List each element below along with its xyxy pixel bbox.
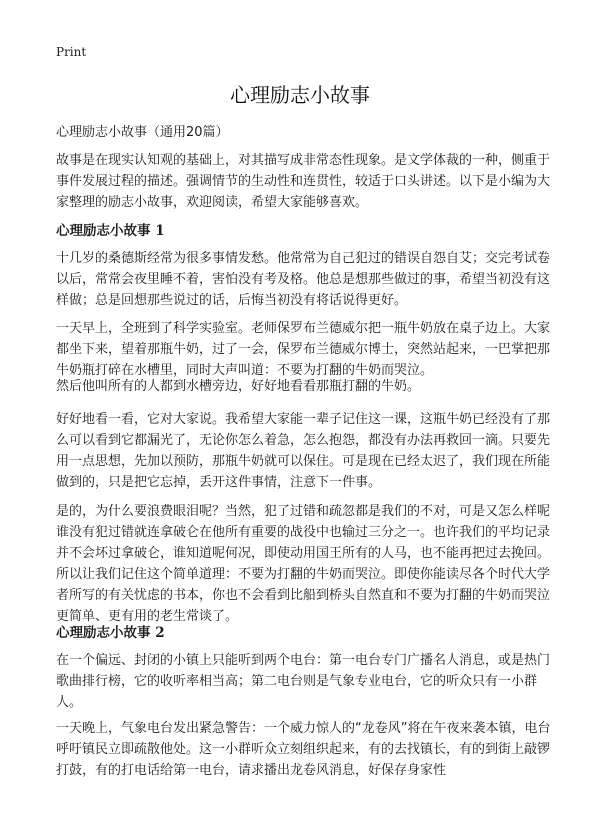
print-link[interactable]: Print <box>56 45 87 59</box>
subtitle: 心理励志小故事（通用20篇） <box>56 125 229 140</box>
paragraph: 在一个偏远、封闭的小镇上只能听到两个电台：第一电台专门广播名人消息，或是热门歌曲排行榜，它的收听率相当高；第二电台则是气象专业电台，它的听众只有一小群人。 <box>56 653 551 710</box>
section-heading-1: 心理励志小故事 1 <box>56 223 165 239</box>
paragraph: 十几岁的桑德斯经常为很多事情发愁。他常常为自己犯过的错误自怨自艾；交完考试卷以后，常常会夜里睡不着，害怕没有考及格。他总是想那些做过的事，希望当初没有这样做；总是回想那些说过的话，后悔当初没有将话说得更好。 <box>56 251 551 308</box>
paragraph: 一天晚上，气象电台发出紧急警告：一个威力惊人的“龙卷风”将在午夜来袭本镇，电台呼吁镇民立即疏散他处。这一小群听众立刻组织起来，有的去找镇长，有的到街上敲锣打鼓，有的打电话给第一电台，请求播出龙卷风消息，好保存身家性 <box>56 721 551 778</box>
paragraph: 然后他叫所有的人都到水槽旁边，好好地看看那瓶打翻的牛奶。 <box>56 379 421 394</box>
page-title: 心理励志小故事 <box>230 83 370 107</box>
paragraph: 一天早上，全班到了科学实验室。老师保罗布兰德威尔把一瓶牛奶放在桌子边上。大家都坐下来，望着那瓶牛奶，过了一会，保罗布兰德威尔博士，突然站起来，一巴掌把那牛奶瓶打碎在水槽里，同时大声叫道：不要为打翻的牛奶而哭泣。 <box>56 321 551 378</box>
paragraph: 好好地看一看，它对大家说。我希望大家能一辈子记住这一课，这瓶牛奶已经没有了那么可以看到它都漏光了，无论你怎么着急，怎么抱怨，都没有办法再救回一滴。只要先用一点思想，先加以预防，那瓶牛奶就可以保住。可是现在已经太迟了，我们现在所能做到的，只是把它忘掉，丢开这件事情，注意下一件事。 <box>56 412 551 490</box>
intro-paragraph: 故事是在现实认知观的基础上，对其描写成非常态性现象。是文学体裁的一种，侧重于事件发展过程的描述。强调情节的生动性和连贯性，较适于口头讲述。以下是小编为大家整理的励志小故事，欢迎阅读，希望大家能够喜欢。 <box>56 153 551 210</box>
paragraph: 是的，为什么要浪费眼泪呢？当然，犯了过错和疏忽都是我们的不对，可是又怎么样呢谁没有犯过错就连拿破仑在他所有重要的战役中也输过三分之一。也许我们的平均记录并不会坏过拿破仑，谁知道呢何况，即使动用国王所有的人马，也不能再把过去挽回。所以让我们记住这个简单道理：不要为打翻的牛奶而哭泣。即使你能读尽各个时代大学者所写的有关忧虑的书本，你也不会看到比船到桥头自然直和不要为打翻的牛奶而哭泣更简单、更有用的老生常谈了。 <box>56 504 551 624</box>
section-heading-2: 心理励志小故事 2 <box>56 625 165 641</box>
